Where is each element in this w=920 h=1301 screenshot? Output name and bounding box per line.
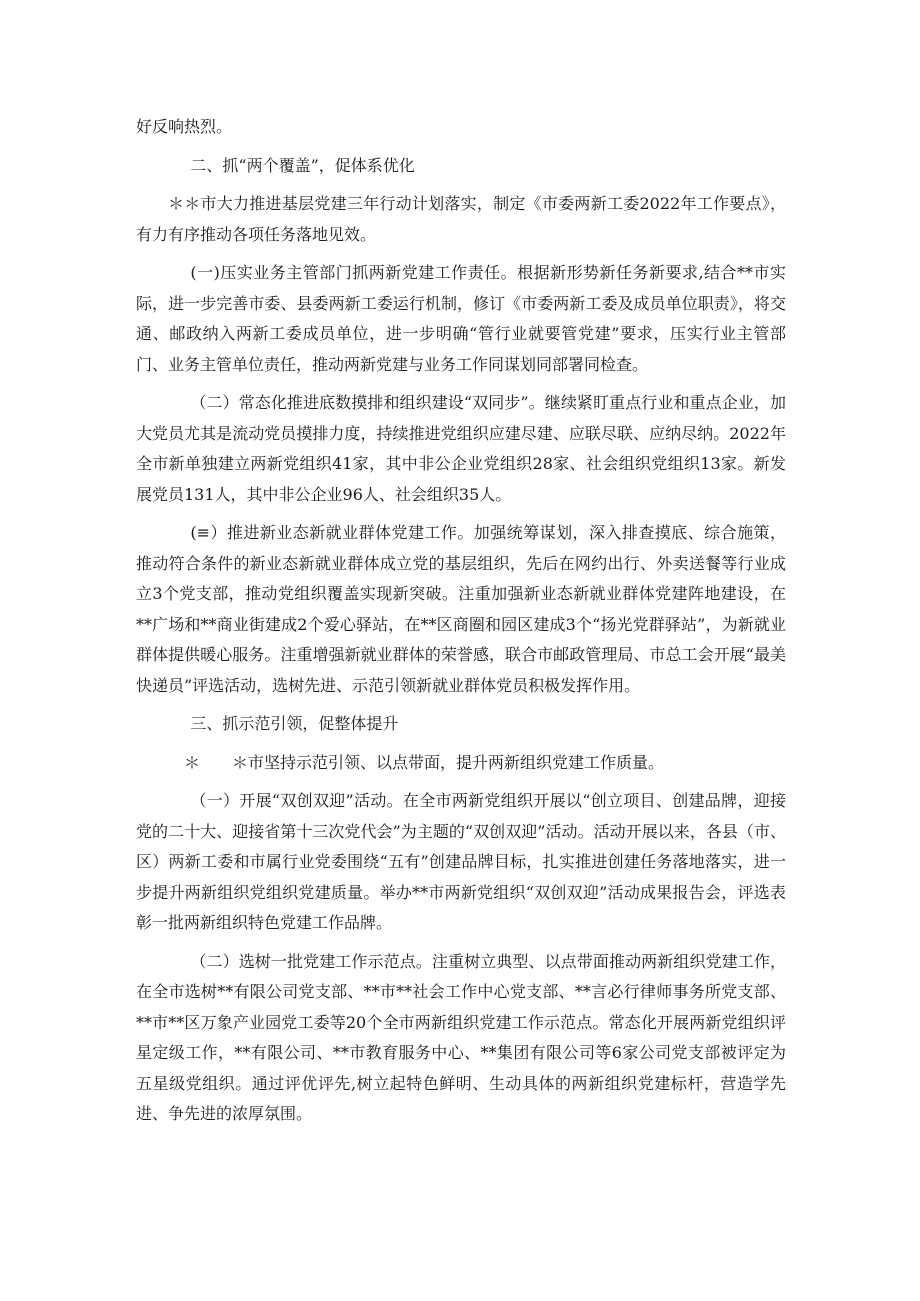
paragraph-intro-two: ＊＊市大力推进基层党建三年行动计划落实，制定《市委两新工委2022年工作要点》，有力有序推动各项任务落地见效。 — [136, 194, 786, 244]
paragraph-item-2-3: (≡）推进新业态新就业群体党建工作。加强统筹谋划，深入排查摸底、综合施策，推动符合条件的新业态新就业群体成立党的基层组织，先后在网约出行、外卖送餐等行业成立3个党支部，推动党组织覆盖实现新突破。注重加强新业态新就业群体党建阵地建设，在**广场和**商业街建成2个爱心驿站，在**区商圈和园区建成3个“扬光党群驿站”，为新就业群体提供暖心服务。注重增强新就业群体的荣誉感，联合市邮政管理局、市总工会开展“最美快递员”评选活动，选树先进、示范引领新就业群体党员积极发挥作用。 — [136, 523, 786, 695]
paragraph-item-2-1: (一)压实业务主管部门抓两新党建工作责任。根据新形势新任务新要求,结合**市实际，进一步完善市委、县委两新工委运行机制，修订《市委两新工委及成员单位职责》，将交通、邮政纳入两新工委成员单位，进一步明确“管行业就要管党建”要求，压实行业主管部门、业务主管单位责任，推动两新党建与业务工作同谋划同部署同检查。 — [136, 263, 786, 374]
paragraph-item-2-2: （二）常态化推进底数摸排和组织建设“双同步”。继续紧盯重点行业和重点企业，加大党员尤其是流动党员摸排力度，持续推进党组织应建尽建、应联尽联、应纳尽纳。2022年全市新单独建立两新党组织41家，其中非公企业党组织28家、社会组织党组织13家。新发展党员131人，其中非公企业96人、社会组织35人。 — [136, 393, 786, 504]
document-body — [136, 112, 786, 1138]
paragraph-continuation: 好反响热烈。 — [136, 117, 233, 136]
section-heading-three: 三、抓示范引领，促整体提升 — [190, 714, 399, 733]
paragraph-item-3-2: （二）选树一批党建工作示范点。注重树立典型、以点带面推动两新组织党建工作，在全市选树**有限公司党支部、**市**社会工作中心党支部、**言必行律师事务所党支部、**市**区万象产业园党工委等20个全市两新组织党建工作示范点。常态化开展两新党组织评星定级工作，**有限公司、**市教育服务中心、**集团有限公司等6家公司党支部被评定为五星级党组织。通过评优评先,树立起特色鲜明、生动具体的两新组织党建标杆，营造学先进、争先进的浓厚氛围。 — [136, 951, 786, 1123]
paragraph-item-3-1: （一）开展“双创双迎”活动。在全市两新党组织开展以“创立项目、创建品牌，迎接党的二十大、迎接省第十三次党代会”为主题的“双创双迎”活动。活动开展以来，各县（市、区）两新工委和市属行业党委围绕“五有”创建品牌目标，扎实推进创建任务落地落实，进一步提升两新组织党组织党建质量。举办**市两新党组织“双创双迎”活动成果报告会，评选表彰一批两新组织特色党建工作品牌。 — [136, 791, 786, 932]
paragraph-intro-three: ＊ ＊市坚持示范引领、以点带面，提升两新组织党建工作质量。 — [184, 752, 665, 772]
section-heading-two: 二、抓“两个覆盖”，促体系优化 — [190, 155, 415, 175]
